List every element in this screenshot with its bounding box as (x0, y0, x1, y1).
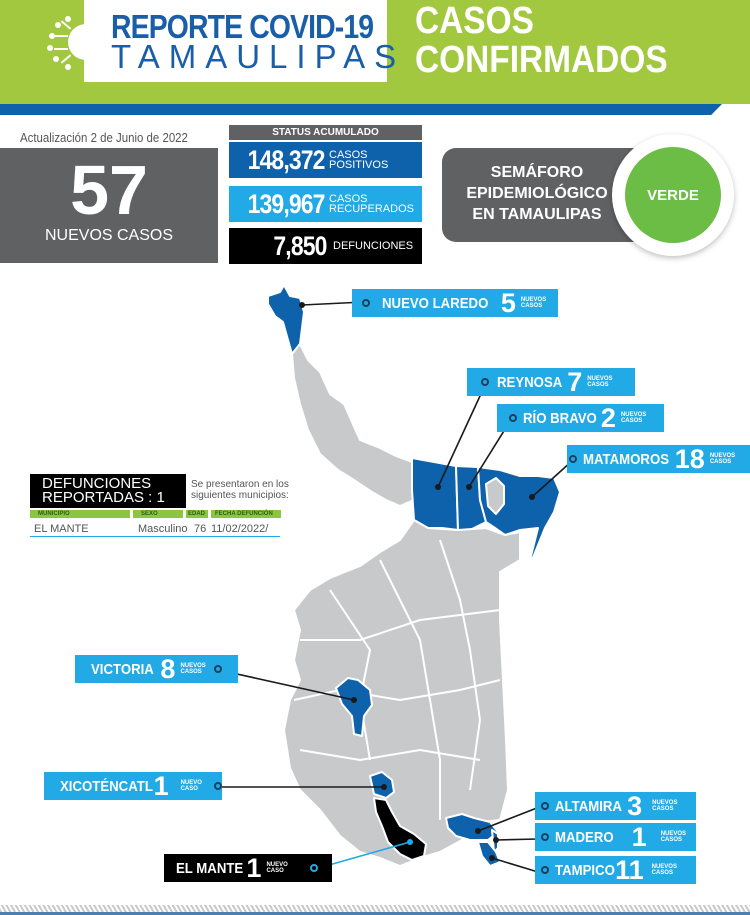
municipio-count: 2 (600, 402, 616, 433)
footer-pattern (0, 905, 750, 912)
recovered-count: 139,967 (247, 188, 325, 219)
col-fecha: FECHA DEFUNCIÓN (211, 510, 281, 518)
municipio-count: 1 (631, 821, 647, 852)
semaforo-status-badge: VERDE (625, 147, 721, 243)
map-nuevo-laredo (268, 285, 304, 354)
recovered-label-2: RECUPERADOS (329, 203, 414, 215)
pin-icon (541, 833, 549, 841)
label-rio-bravo[interactable] (497, 404, 664, 432)
municipio-name: NUEVO LAREDO (382, 294, 489, 312)
municipio-count: 18 (674, 443, 705, 474)
pin-icon (214, 782, 222, 790)
deaths-note-line2: siguientes municipios: (191, 490, 289, 501)
pin-icon (481, 378, 489, 386)
municipio-count: 1 (246, 852, 262, 883)
municipio-sub: NUEVOS CASOS (587, 376, 613, 388)
municipio-name: MADERO (555, 828, 614, 846)
section-title-line2: CONFIRMADOS (415, 39, 668, 81)
municipio-sub: NUEVOS CASOS (652, 800, 678, 812)
label-nuevo-laredo[interactable] (352, 289, 558, 317)
deaths-title-line2: REPORTADAS : 1 (42, 489, 165, 506)
cell-sexo: Masculino (138, 523, 188, 535)
new-cases-label: NUEVOS CASOS (44, 227, 174, 244)
municipio-name: RÍO BRAVO (523, 409, 597, 427)
municipio-sub: NUEVOS CASOS (520, 297, 547, 309)
pin-icon (541, 866, 549, 874)
municipio-sub: NUEVO CASO (266, 862, 288, 874)
new-cases-count: 57 (70, 151, 148, 229)
report-subtitle: TAMAULIPAS (111, 38, 406, 75)
label-xicotencatl[interactable] (44, 772, 222, 800)
positive-count: 148,372 (247, 144, 325, 175)
municipio-name: ALTAMIRA (555, 797, 622, 815)
label-altamira[interactable] (535, 792, 696, 820)
label-el-mante[interactable] (164, 854, 332, 882)
municipio-name: XICOTÉNCATL (60, 777, 153, 795)
cell-municipio: EL MANTE (34, 523, 89, 535)
cell-edad: 76 (194, 523, 207, 535)
label-victoria[interactable] (75, 655, 238, 683)
pin-icon (310, 864, 318, 872)
municipio-sub: NUEVOS CASOS (620, 412, 647, 424)
municipio-sub: NUEVOS CASOS (709, 453, 736, 465)
municipio-name: EL MANTE (176, 859, 244, 877)
municipio-count: 7 (567, 366, 583, 397)
deaths-count: 7,850 (273, 230, 327, 261)
cell-fecha: 11/02/2022/ (211, 523, 269, 535)
pin-icon (541, 802, 549, 810)
municipio-name: REYNOSA (497, 373, 563, 391)
table-row (30, 521, 280, 537)
deaths-label: DEFUNCIONES (333, 240, 414, 252)
deaths-note-line1: Se presentaron en los (191, 479, 289, 490)
section-title-line1: CASOS (415, 0, 534, 42)
municipio-name: TAMPICO (555, 861, 615, 879)
col-municipio: MUNICIPIO (30, 510, 130, 518)
map-reynosa (412, 458, 458, 530)
municipio-name: MATAMOROS (583, 450, 670, 468)
label-madero[interactable] (535, 823, 696, 851)
deaths-note (191, 479, 289, 501)
municipio-name: VICTORIA (91, 660, 154, 678)
municipio-count: 11 (615, 854, 644, 885)
col-sexo: SEXO (133, 510, 183, 518)
report-title: REPORTE COVID-19 (111, 8, 374, 45)
municipio-sub: NUEVO CASO (180, 780, 202, 792)
label-matamoros[interactable] (567, 445, 750, 473)
pin-icon (569, 455, 577, 463)
semaforo-line2: EPIDEMIOLÓGICO (466, 185, 608, 202)
update-date: Actualización 2 de Junio de 2022 (20, 130, 188, 145)
label-tampico[interactable] (535, 856, 696, 884)
pin-icon (362, 299, 370, 307)
positive-label-2: POSITIVOS (329, 159, 389, 171)
deaths-reported-title (30, 474, 186, 508)
municipio-sub: NUEVOS CASOS (651, 864, 677, 876)
status-header: STATUS ACUMULADO (229, 125, 422, 140)
semaforo-line3: EN TAMAULIPAS (472, 206, 602, 223)
municipio-sub: NUEVOS CASOS (180, 663, 206, 675)
municipio-count: 3 (627, 790, 643, 821)
pin-icon (509, 414, 517, 422)
col-edad: EDAD (186, 510, 208, 518)
label-reynosa[interactable] (467, 368, 635, 396)
municipio-count: 1 (153, 770, 169, 801)
pin-icon (214, 665, 222, 673)
semaforo-line1: SEMÁFORO (490, 164, 584, 181)
municipio-sub: NUEVOS CASOS (660, 831, 687, 843)
municipio-count: 8 (160, 653, 176, 684)
positive-label-1: CASOS (329, 149, 368, 161)
recovered-label-1: CASOS (329, 193, 368, 205)
deaths-title-line1: DEFUNCIONES (42, 475, 152, 492)
municipio-count: 5 (500, 287, 516, 318)
